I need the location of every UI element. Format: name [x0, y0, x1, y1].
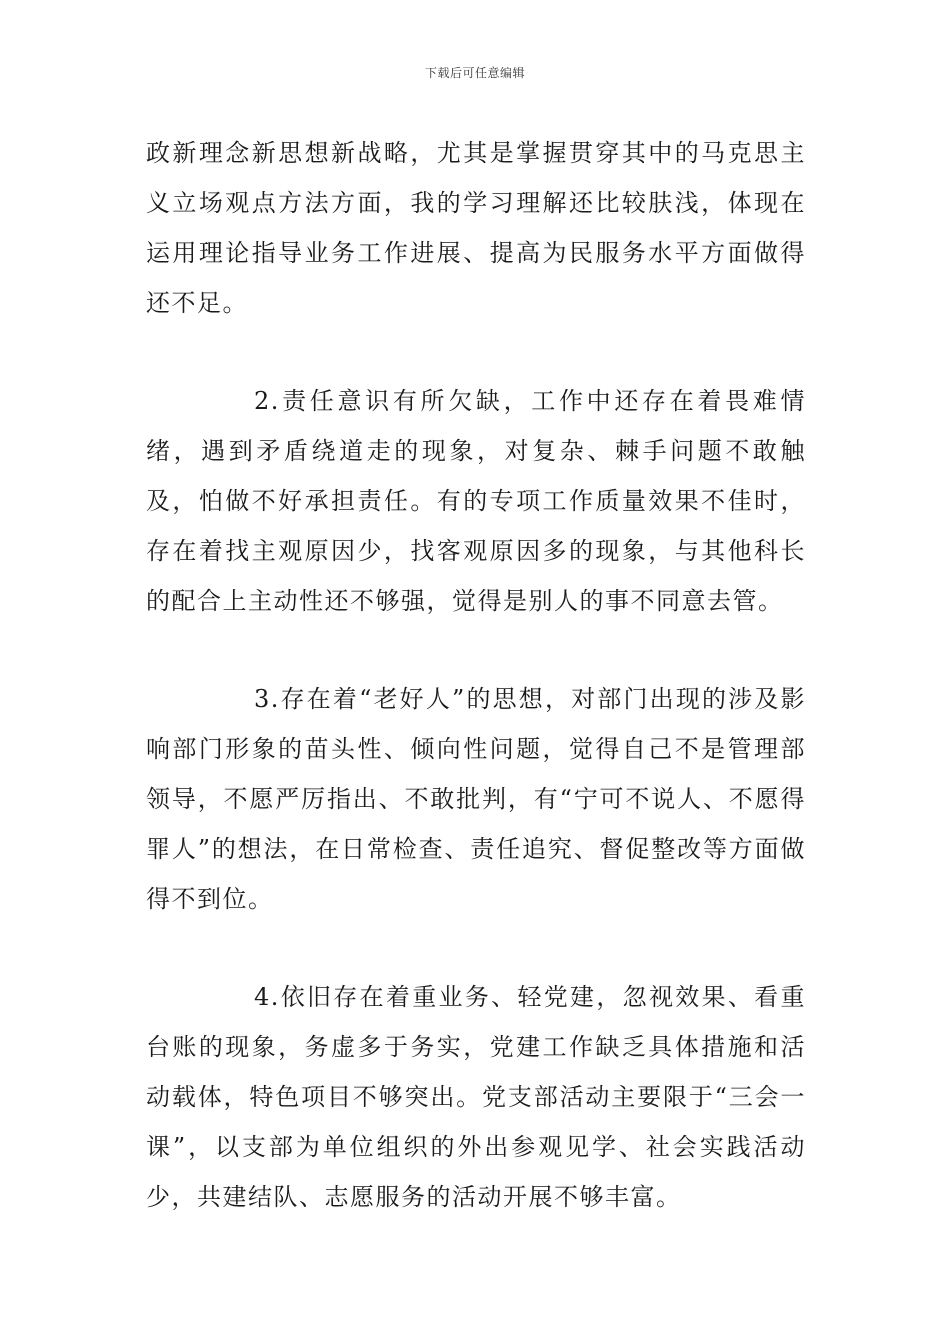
paragraph-gap	[146, 924, 806, 972]
paragraph-item-2: 2.责任意识有所欠缺，工作中还存在着畏难情绪，遇到矛盾绕道走的现象，对复杂、棘手问题不敢触及，怕做不好承担责任。有的专项工作质量效果不佳时，存在着找主观原因少，找客观原因多的现象，与其他科长的配合上主动性还不够强，觉得是别人的事不同意去管。	[146, 387, 806, 615]
paragraph-gap	[146, 626, 806, 674]
paragraph-gap	[146, 328, 806, 376]
paragraph-item-4: 4.依旧存在着重业务、轻党建，忽视效果、看重台账的现象，务虚多于务实，党建工作缺乏具体措施和活动载体，特色项目不够突出。党支部活动主要限于“三会一课”，以支部为单位组织的外出参观见学、社会实践活动少，共建结队、志愿服务的活动开展不够丰富。	[146, 983, 806, 1211]
paragraph-continuation: 政新理念新思想新战略，尤其是掌握贯穿其中的马克思主义立场观点方法方面，我的学习理解还比较肤浅，体现在运用理论指导业务工作进展、提高为民服务水平方面做得还不足。	[146, 139, 806, 317]
paragraph-item-3: 3.存在着“老好人”的思想，对部门出现的涉及影响部门形象的苗头性、倾向性问题，觉得自己不是管理部领导，不愿严厉指出、不敢批判，有“宁可不说人、不愿得罪人”的想法，在日常检查、责任追究、督促整改等方面做得不到位。	[146, 685, 806, 913]
page-header: 下载后可任意编辑	[424, 66, 525, 80]
document-body	[146, 128, 806, 1222]
